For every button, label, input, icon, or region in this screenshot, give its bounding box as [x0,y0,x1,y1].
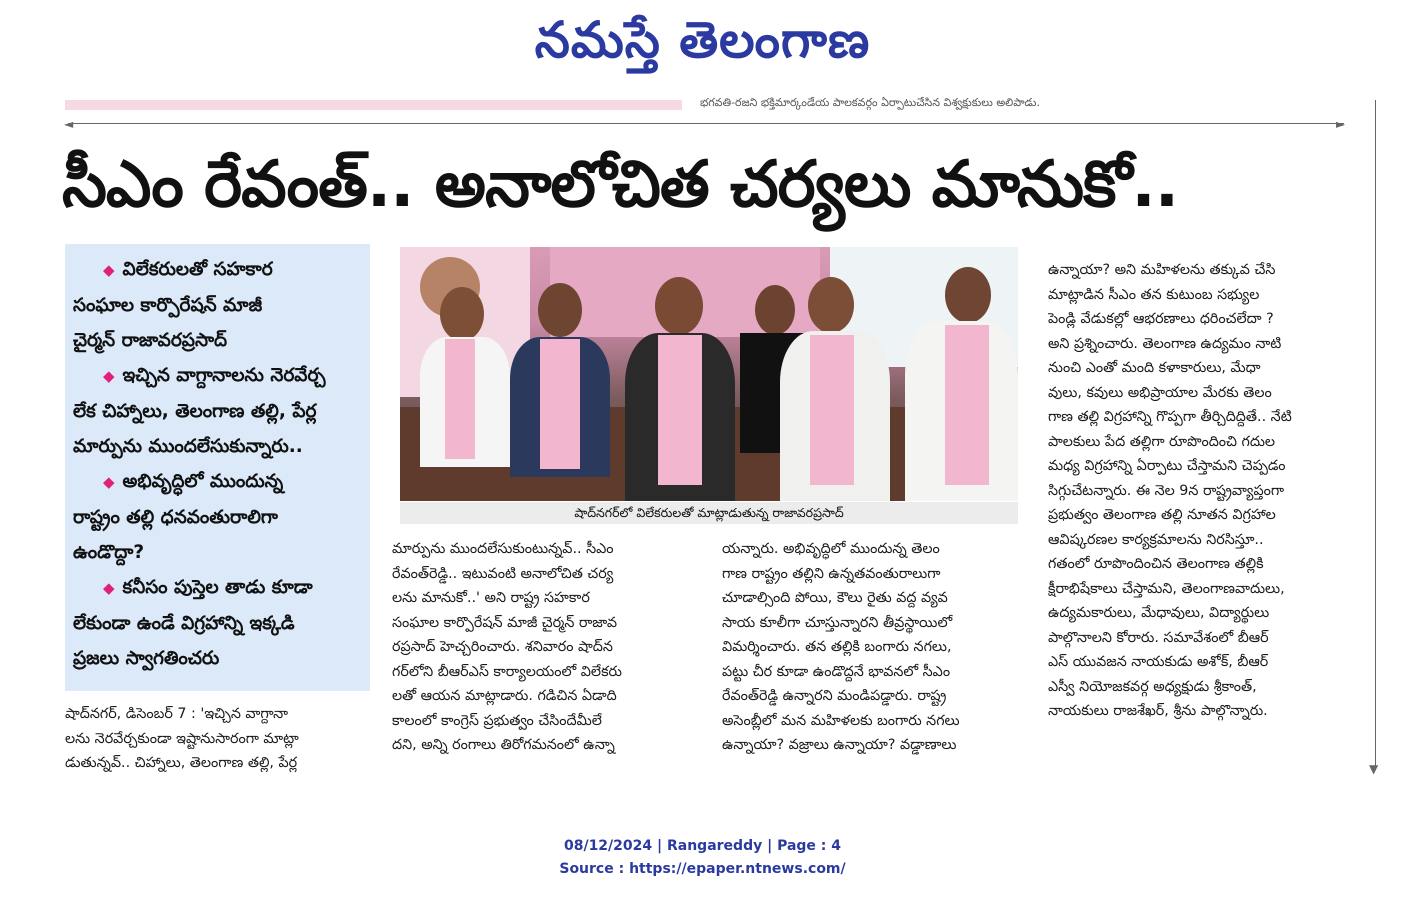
article-line: షాద్‌నగర్, డిసెంబర్ 7 : 'ఇచ్చిన వాగ్దానా [65,706,288,722]
article-line: ఎస్ యువజన నాయకుడు అశోక్, బీఆర్ [1048,654,1269,670]
article-line: నుంచి ఎంతో మంది కళాకారులు, మేధా [1048,360,1261,376]
article-line: క్షీరాభిషేకాలు చేస్తామని, తెలంగాణవాదులు, [1048,580,1285,597]
article-line: గర్‌లోని బీఆర్‌ఎస్ కార్యాలయంలో విలేకరు [392,663,622,680]
article-line: ఉన్నాయా? వజ్రాలు ఉన్నాయా? వడ్డాణాలు [722,737,957,753]
arrow-left-icon: ◄ [64,117,74,131]
article-line: పాలకులు పేద తల్లిగా రూపొందించి గదుల [1048,433,1276,450]
highlight-line: సంఘాల కార్పొరేషన్ మాజీ [73,295,263,316]
highlight-line: మార్పును ముందలేసుకున్నారు.. [73,436,303,457]
footer-source-link[interactable]: Source : https://epaper.ntnews.com/ [559,861,846,877]
article-line: దని, అన్ని రంగాలు తిరోగమనంలో ఉన్నా [392,737,615,753]
article-line: విమర్శించారు. తన తల్లికి బంగారు నగలు, [722,639,952,655]
arrow-down-icon: ▼ [1369,762,1379,776]
highlight-line: ◆ అభివృద్ధిలో ముందున్న [103,471,284,492]
article-line: ఎస్వీ నియోజకవర్గ అధ్యక్షుడు శ్రీకాంత్, [1048,678,1257,695]
news-photo [400,247,1018,501]
diamond-bullet-icon: ◆ [103,579,115,597]
highlight-line: ప్రజలు స్వాగతించరు [73,648,220,669]
diamond-bullet-icon: ◆ [103,261,115,279]
highlight-line: రాష్ట్రం తల్లి ధనవంతురాలిగా [73,507,278,528]
highlight-line: ◆ విలేకరులతో సహకార [103,259,273,280]
article-line: ఆవిష్కరణల కార్యక్రమాలను నిరసిస్తూ.. [1048,531,1264,548]
highlight-line: లేకుండా ఉండే విగ్రహాన్ని ఇక్కడి [73,613,295,634]
highlight-line: ◆ కనీసం పుస్తెల తాడు కూడా [103,577,313,598]
article-line: మాట్లాడిన సీఎం తన కుటుంబ సభ్యుల [1048,286,1260,303]
arrow-right-icon: ► [1336,117,1346,131]
article-line: రేవంత్‌రెడ్డి.. ఇటువంటి అనాలోచిత చర్య [392,565,614,582]
highlights-box [65,244,370,691]
article-line: సాయ కూలీగా చూస్తున్నారని తీవ్రస్థాయిలో [722,614,953,631]
article-line: గాణ తల్లి విగ్రహాన్ని గొప్పగా తీర్చిదిద్దితే.. నేటి [1048,409,1292,425]
article-line: నాయకులు రాజశేఖర్, శ్రీను పాల్గొన్నారు. [1048,703,1268,719]
article-line: డుతున్నవ్.. చిహ్నాలు, తెలంగాణ తల్లి, పేర్ల [65,755,298,771]
article-line: మధ్య విగ్రహాన్ని ఏర్పాటు చేస్తామని చెప్పడం [1048,458,1286,474]
article-line: చూడాల్సింది పోయి, కౌలు రైతు వద్ద వ్యవ [722,590,948,606]
article-line: ప్రభుత్వం తెలంగాణ తల్లి నూతన విగ్రహాల [1048,507,1276,523]
diamond-bullet-icon: ◆ [103,367,115,385]
article-line: పాల్గొనాలని కోరారు. సమావేశంలో బీఆర్ [1048,629,1269,646]
article-line: పట్టు చీర కూడా ఉండొద్దనే భావనలో సీఎం [722,663,951,680]
highlight-line: చైర్మన్ రాజావరప్రసాద్ [73,330,228,351]
article-line: యన్నారు. అభివృద్ధిలో ముందున్న తెలం [722,541,940,557]
article-line: సిగ్గుచేటన్నారు. ఈ నెల 9న రాష్ట్రవ్యాప్తంగా [1048,482,1285,499]
newspaper-masthead: నమస్తే తెలంగాణ [534,10,871,69]
article-line: సంఘాల కార్పొరేషన్ మాజీ చైర్మన్ రాజావ [392,614,617,631]
highlight-line: లేక చిహ్నాలు, తెలంగాణ తల్లి, పేర్ల [73,401,317,422]
article-line: లను నెరవేర్చకుండా ఇష్టానుసారంగా మాట్లా [65,730,299,747]
article-line: లను మానుకో..' అని రాష్ట్ర సహకార [392,590,590,606]
article-line: లతో ఆయన మాట్లాడారు. గడిచిన ఏడాది [392,688,617,704]
article-column-4 [1048,258,1356,724]
horizontal-divider [68,123,1344,124]
footer-date-edition: 08/12/2024 | Rangareddy | Page : 4 [563,838,842,854]
article-line: వులు, కవులు అభిప్రాయాల మేరకు తెలం [1048,384,1272,401]
article-line: ఉన్నాయా? అని మహిళలను తక్కువ చేసి [1048,262,1276,278]
article-column-3 [722,537,1027,758]
article-line: అసెంబ్లీలో మన మహిళలకు బంగారు నగలు [722,712,960,729]
photo-caption: షాద్‌నగర్‌లో విలేకరులతో మాట్లాడుతున్న రాజావరప్రసాద్ [400,502,1018,524]
article-headline: సీఎం రేవంత్.. అనాలోచిత చర్యలు మానుకో.. [62,148,1179,222]
article-line: పెండ్లి వేడుకల్లో ఆభరణాలు ధరించలేదా ? [1048,311,1274,327]
diamond-bullet-icon: ◆ [103,473,115,491]
article-line: మార్పును ముందలేసుకుంటున్నవ్.. సీఎం [392,541,614,557]
highlight-line: ఉండొద్దా? [73,542,145,563]
article-line: రేవంత్‌రెడ్డి ఉన్నారని మండిపడ్డారు. రాష్ట్ర [722,688,947,704]
decorative-strip [65,100,682,110]
article-column-1 [65,702,367,776]
article-line: గాణ రాష్ట్రం తల్లిని ఉన్నతవంతురాలుగా [722,565,941,582]
highlight-line: ◆ ఇచ్చిన వాగ్దానాలను నెరవేర్చ [103,365,326,386]
article-line: గతంలో రూపొందించిన తెలంగాణ తల్లికి [1048,556,1264,572]
vertical-divider [1375,100,1376,770]
article-column-2 [392,537,697,758]
article-line: అని ప్రశ్నించారు. తెలంగాణ ఉద్యమం నాటి [1048,335,1282,352]
article-line: ఉద్యమకారులు, మేధావులు, విద్యార్థులు [1048,605,1270,621]
article-line: రప్రసాద్ హెచ్చరించారు. శనివారం షాద్‌న [392,639,613,655]
article-line: కాలంలో కాంగ్రెస్ ప్రభుత్వం చేసిందేమీలే [392,712,602,729]
clipped-text-line: భగవతి-రజని భక్తిమార్కండేయ పాలకవర్గం ఏర్పాటుచేసిన విశ్వక్షుకులు అలిపాడు. [700,96,1040,109]
